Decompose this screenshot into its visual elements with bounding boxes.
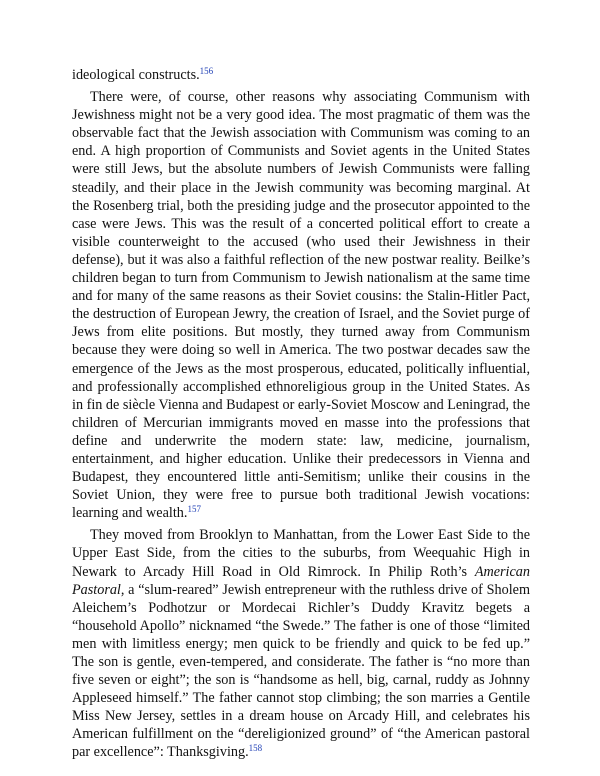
page-body <box>72 66 530 762</box>
book-title: American Pastoral <box>72 563 530 598</box>
footnote-ref-157[interactable]: 157 <box>187 504 201 515</box>
paragraph-text: , a “slum-reared” Jewish entrepreneur with the ruthless drive of Sholem Aleichem’s Podhotzur or Mordecai Richler’s Duddy Kravitz begets a “household Apollo” nicknamed “the Swede.” The father is one of those “limited men with limitless energy; men quick to be friendly and quick to be fed up.” The son is gentle, even-tempered, and considerate. The father is “no more than five seven or eight”; the son is “handsome as hell, big, carnal, ruddy as Johnny Appleseed himself.” The father cannot stop climbing; the son marries a Gentile Miss New Jersey, settles in a dream house on Arcady Hill, and celebrates his American fulfillment on the “dereligionized ground” of “the American pastoral par excellence”: Thanksgiving. <box>72 581 530 761</box>
paragraph-communism-jewishness <box>72 88 530 522</box>
footnote-ref-156[interactable]: 156 <box>199 66 214 77</box>
paragraph-text: ideological constructs. <box>72 67 200 83</box>
paragraph-text: They moved from Brooklyn to Manhattan, from the Lower East Side to the Upper East Side, from the cities to the suburbs, from Weequahic High in Newark to Arcady Hill Road in Old Rimrock. In Philip Roth’s <box>72 527 530 580</box>
paragraph-continuation <box>72 66 530 84</box>
paragraph-text: There were, of course, other reasons why associating Communism with Jewishness might not be a very good idea. The most pragmatic of them was the observable fact that the Jewish association with Communism was coming to an end. A high proportion of Communists and Soviet agents in the United States were still Jews, but the absolute numbers of Jewish Communists were falling steadily, and their place in the Jewish community was becoming marginal. At the Rosenberg trial, both the presiding judge and the prosecutor appointed to the case were Jews. This was the result of a concerted political effort to create a visible counterweight to the accused (who used their Jewishness in their defense), but it was also a faithful reflection of the new postwar reality. Beilke’s children began to turn from Communism to Jewish nationalism at the same time and for many of the same reasons as their Soviet cousins: the Stalin-Hitler Pact, the destruction of European Jewry, the creation of Israel, and the Soviet purge of Jews from elite positions. But mostly, they turned away from Communism because they were doing so well in America. The two postwar decades saw the emergence of the Jews as the most prosperous, educated, politically influential, and professionally accomplished ethnoreligious group in the United States. As in fin de siècle Vienna and Budapest or early-Soviet Moscow and Leningrad, the children of Mercurian immigrants moved en masse into the professions that define and underwrite the modern state: law, medicine, journalism, entertainment, and higher education. Unlike their predecessors in Vienna and Budapest, they encountered little anti-Semitism; unlike their cousins in the Soviet Union, they were free to pursue both traditional Jewish vocations: learning and wealth. <box>72 89 530 522</box>
footnote-ref-158[interactable]: 158 <box>248 743 263 754</box>
paragraph-american-pastoral <box>72 526 530 761</box>
